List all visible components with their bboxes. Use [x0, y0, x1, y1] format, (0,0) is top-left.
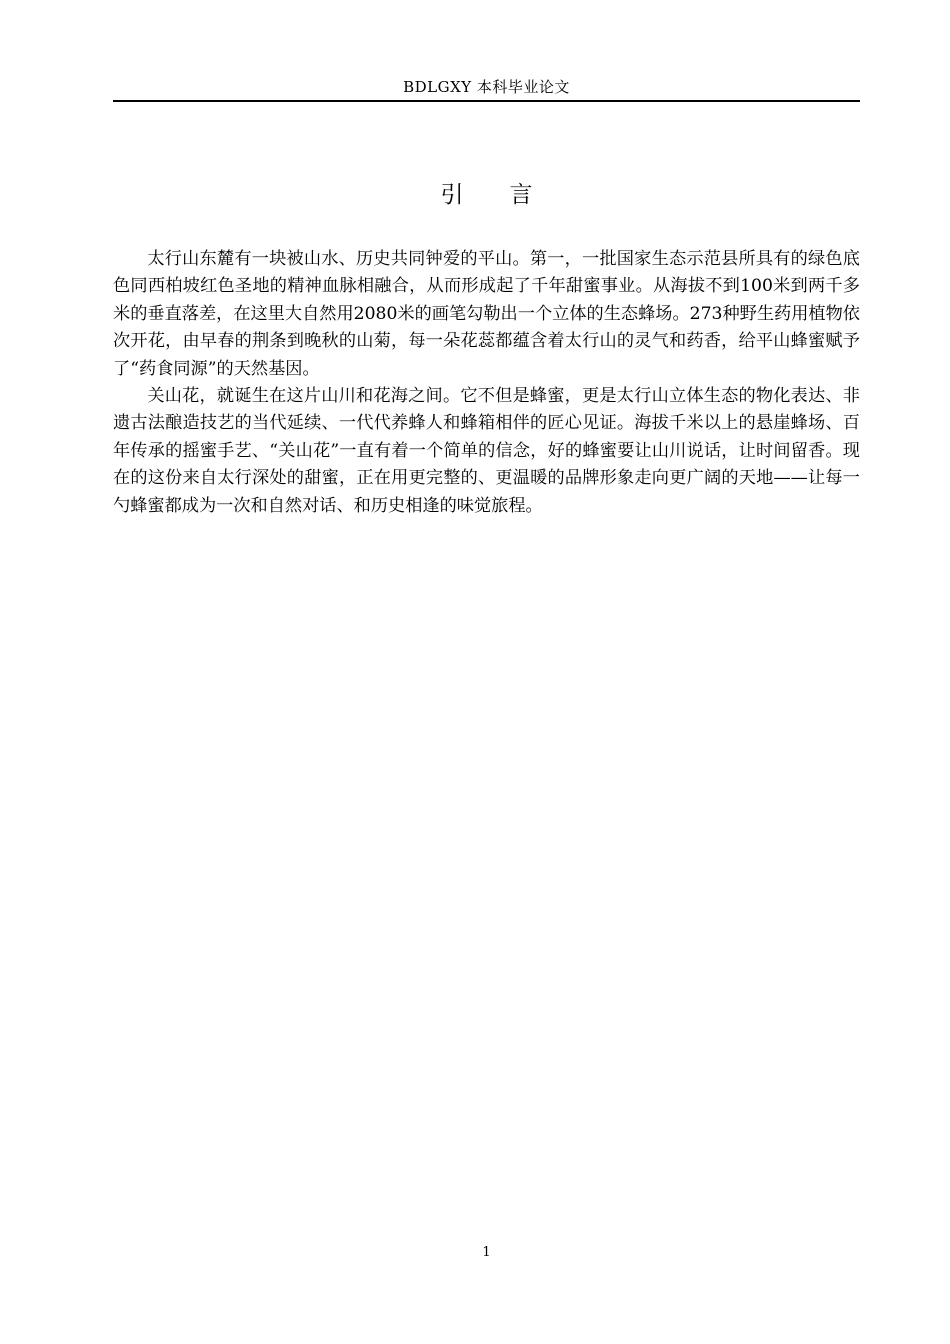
paragraph: 关山花，就诞生在这片山川和花海之间。它不但是蜂蜜，更是太行山立体生态的物化表达、非遗古法酿造技艺的当代延续、一代代养蜂人和蜂箱相伴的匠心见证。海拔千米以上的悬崖蜂场、百年传承的摇蜜手艺、“关山花”一直有着一个简单的信念，好的蜂蜜要让山川说话，让时间留香。现在的这份来自太行深处的甜蜜，正在用更完整的、更温暖的品牌形象走向更广阔的天地——让每一勺蜂蜜都成为一次和自然对话、和历史相逢的味觉旅程。	[113, 386, 860, 516]
page-number: 1	[482, 1245, 491, 1260]
running-header: BDLGXY 本科毕业论文	[403, 78, 570, 96]
section-title: 引 言	[440, 182, 533, 208]
body-text	[113, 246, 860, 520]
header-rule	[113, 100, 860, 102]
paragraph: 太行山东麓有一块被山水、历史共同钟爱的平山。第一，一批国家生态示范县所具有的绿色底色同西柏坡红色圣地的精神血脉相融合，从而形成起了千年甜蜜事业。从海拔不到100米到两千多米的垂直落差，在这里大自然用2080米的画笔勾勒出一个立体的生态蜂场。273种野生药用植物依次开花，由早春的荆条到晚秋的山菊，每一朵花蕊都蕴含着太行山的灵气和药香，给平山蜂蜜赋予了“药食同源”的天然基因。	[113, 249, 860, 379]
